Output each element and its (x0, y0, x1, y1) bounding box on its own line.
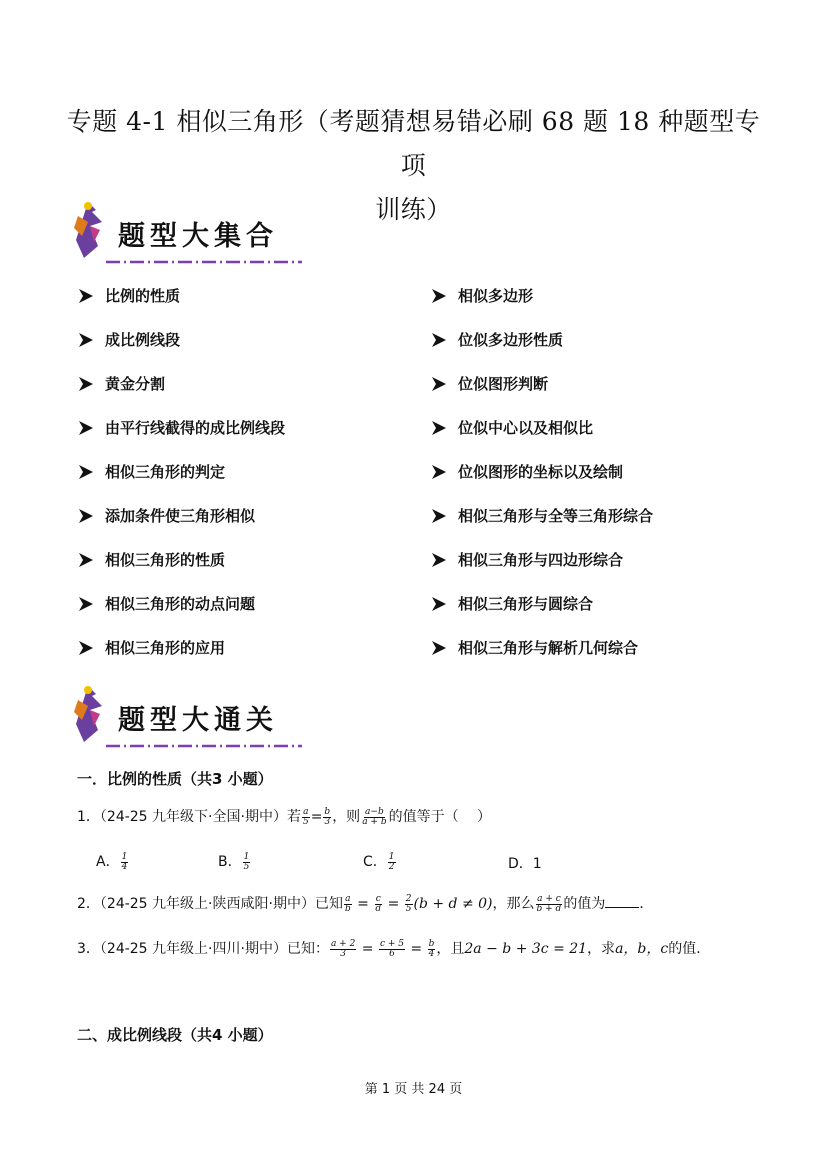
banner-pass-text: 题型大通关 (118, 705, 278, 736)
toc-item[interactable]: 相似多边形 (430, 285, 533, 306)
option-c[interactable]: C． $\frac{1}{2}$ (363, 851, 395, 872)
arrow-bullet-icon (430, 287, 448, 305)
arrow-bullet-icon (430, 331, 448, 349)
arrow-bullet-icon (77, 287, 95, 305)
arrow-bullet-icon (77, 419, 95, 437)
fraction: $\frac{b}{4}$ (428, 938, 435, 959)
fraction: $\frac{c}{d}$ (375, 893, 382, 914)
section-heading: 一．比例的性质（共3 小题） (77, 770, 273, 788)
arrow-bullet-icon (77, 331, 95, 349)
fraction: $\frac{a-b}{a + b}$ (362, 806, 387, 827)
arrow-bullet-icon (77, 375, 95, 393)
fraction: $\frac{a}{b}$ (344, 893, 351, 914)
toc-item[interactable]: 位似图形判断 (430, 373, 548, 394)
arrow-bullet-icon (77, 507, 95, 525)
arrow-bullet-icon (77, 595, 95, 613)
arrow-bullet-icon (430, 463, 448, 481)
toc-item[interactable]: 位似图形的坐标以及绘制 (430, 461, 623, 482)
fraction: $\frac{a + 2}{3}$ (330, 938, 356, 959)
arrow-bullet-icon (77, 551, 95, 569)
toc-item[interactable]: 相似三角形的性质 (77, 549, 225, 570)
answer-blank[interactable] (605, 895, 639, 908)
arrow-bullet-icon (430, 595, 448, 613)
fraction: $\frac{c + 5}{6}$ (379, 938, 404, 959)
section-heading: 二、成比例线段（共4 小题） (77, 1026, 273, 1044)
banner-collection (70, 196, 310, 268)
option-a[interactable]: A． $\frac{1}{4}$ (96, 851, 128, 872)
toc-item[interactable]: 相似三角形与圆综合 (430, 593, 593, 614)
toc-item[interactable]: 位似多边形性质 (430, 329, 563, 350)
title-line-1: 专题 4-1 相似三角形（考题猜想易错必刷 68 题 18 种题型专项 (66, 107, 761, 180)
arrow-bullet-icon (430, 375, 448, 393)
arrow-bullet-icon (430, 507, 448, 525)
fraction: $\frac{a}{5}$ (302, 806, 309, 827)
banner-pass (70, 680, 310, 752)
fraction: $\frac{a + c}{b + d}$ (536, 893, 562, 914)
option-d[interactable]: D．1 (508, 856, 542, 872)
toc-item[interactable]: 相似三角形的应用 (77, 637, 225, 658)
arrow-bullet-icon (430, 639, 448, 657)
toc-item[interactable]: 黄金分割 (77, 373, 165, 394)
title-line-2: 训练） (375, 195, 452, 224)
arrow-bullet-icon (77, 639, 95, 657)
arrow-bullet-icon (77, 463, 95, 481)
toc-item[interactable]: 由平行线截得的成比例线段 (77, 417, 285, 438)
toc-item[interactable]: 比例的性质 (77, 285, 180, 306)
toc-item[interactable]: 相似三角形的判定 (77, 461, 225, 482)
banner-collection-text: 题型大集合 (118, 221, 278, 252)
toc-item[interactable]: 相似三角形与解析几何综合 (430, 637, 638, 658)
arrow-bullet-icon (430, 551, 448, 569)
toc-item[interactable]: 相似三角形与全等三角形综合 (430, 505, 653, 526)
toc-item[interactable]: 相似三角形的动点问题 (77, 593, 255, 614)
fraction: $\frac{b}{3}$ (324, 806, 331, 827)
toc-item[interactable]: 相似三角形与四边形综合 (430, 549, 623, 570)
option-b[interactable]: B． $\frac{1}{5}$ (218, 851, 250, 872)
toc-item[interactable]: 成比例线段 (77, 329, 180, 350)
question-3: 3．（24-25 九年级上·四川·期中）已知： $\frac{a + 2}{3}$ = $\frac{c + 5}{6}$ = $\frac{b}{4}$ ，且2a − b + 3c = 21，求a，b，c的值． (77, 938, 711, 959)
page-footer: 第 1 页 共 24 页 (364, 1082, 463, 1097)
toc-item[interactable]: 添加条件使三角形相似 (77, 505, 255, 526)
question-2: 2．（24-25 九年级上·陕西咸阳·期中）已知 $\frac{a}{b}$ = $\frac{c}{d}$ = $\frac{2}{5}$ (b + d ≠ 0)，那么 $\frac{a + c}{b + d}$ 的值为 ． (77, 893, 654, 914)
toc-item[interactable]: 位似中心以及相似比 (430, 417, 593, 438)
fraction: $\frac{2}{5}$ (405, 893, 412, 914)
arrow-bullet-icon (430, 419, 448, 437)
question-1: 1．（24-25 九年级下·全国·期中）若 $\frac{a}{5}$ = $\frac{b}{3}$ ，则 $\frac{a-b}{a + b}$ 的值等于（ ） (77, 806, 492, 827)
